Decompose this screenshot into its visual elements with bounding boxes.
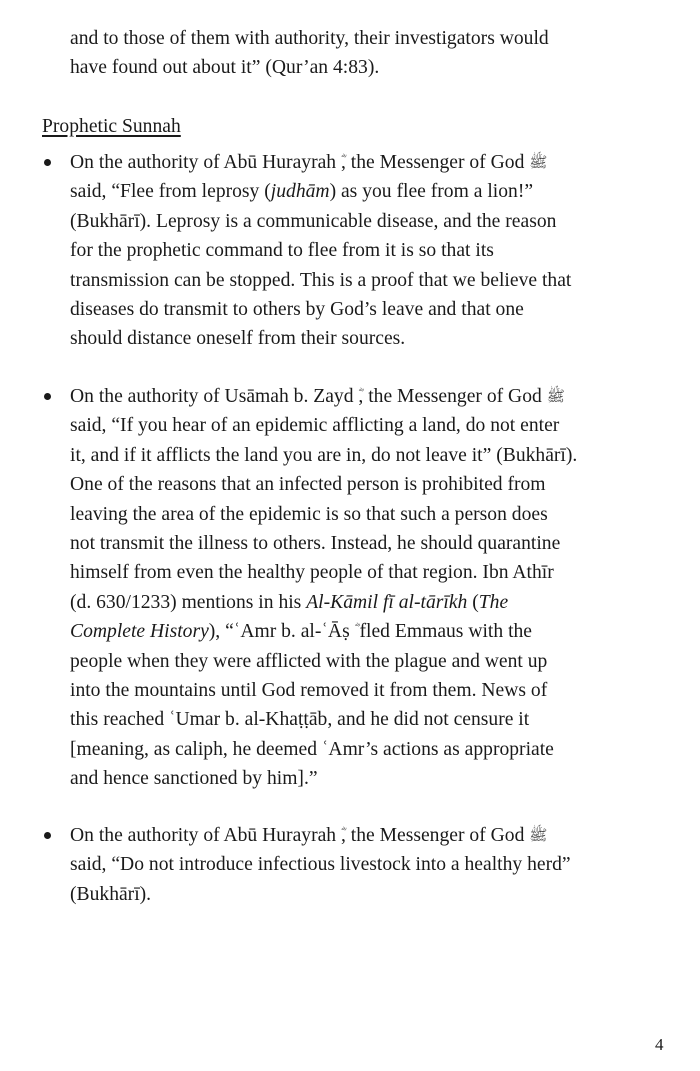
text-run: , the Messenger of God <box>340 825 530 846</box>
quran-quote-continuation <box>70 24 680 83</box>
text-line <box>70 850 680 879</box>
salawat-honorific-icon: ﷺ <box>529 826 548 844</box>
text-line <box>70 529 680 558</box>
italic-text: Complete History <box>70 621 209 643</box>
text-run: not transmit the illness to others. Instead, he should quarantine <box>70 533 561 555</box>
text-line: and to those of them with authority, their investigators would <box>70 28 549 49</box>
text-line <box>70 588 680 617</box>
text-line <box>70 500 680 529</box>
text-line <box>70 324 680 353</box>
bullet-icon <box>44 832 51 839</box>
italic-text: The <box>478 591 509 613</box>
text-line <box>70 266 680 295</box>
text-line <box>70 676 680 705</box>
text-run: himself from even the healthy people of that region. Ibn Athīr <box>70 562 554 584</box>
text-run: people when they were afflicted with the plague and went up <box>70 650 548 672</box>
text-line <box>70 148 680 177</box>
text-run: ), “ʿAmr b. al-ʿĀṣ <box>208 621 355 643</box>
page-number: 4 <box>655 1035 664 1054</box>
text-run: (d. 630/1233) mentions in his <box>70 591 307 613</box>
text-line <box>70 735 680 764</box>
text-line <box>70 207 680 236</box>
text-run: and hence sanctioned by him].” <box>70 768 318 790</box>
text-run: (Bukhārī). Leprosy is a communicable disease, and the reason <box>70 210 557 232</box>
text-run: On the authority of Usāmah b. Zayd <box>70 386 359 407</box>
text-run: said, “Do not introduce infectious livestock into a healthy herd” <box>70 854 571 876</box>
salawat-honorific-icon: ﷺ <box>529 153 548 171</box>
hadith-list-item <box>70 148 680 354</box>
salawat-honorific-icon: ﷺ <box>546 387 565 405</box>
text-line <box>70 764 680 793</box>
text-run: this reached ʿUmar b. al-Khaṭṭāb, and he did not censure it <box>70 709 530 731</box>
text-run: transmission can be stopped. This is a proof that we believe that <box>70 269 572 291</box>
text-run: One of the reasons that an infected person is prohibited from <box>70 474 546 496</box>
text-line <box>70 647 680 676</box>
text-line <box>70 411 680 440</box>
text-run: for the prophetic command to flee from it is so that its <box>70 240 494 262</box>
text-run: , the Messenger of God <box>340 152 530 173</box>
italic-text: Al-Kāmil fī al-tārīkh <box>306 591 468 613</box>
text-run: should distance oneself from their sources. <box>70 328 406 350</box>
text-run: said, “If you hear of an epidemic afflicting a land, do not enter <box>70 415 560 437</box>
hadith-list-item <box>70 382 680 794</box>
text-line: have found out about it” (Qur’an 4:83). <box>70 57 380 79</box>
text-run: [meaning, as caliph, he deemed ʿAmr’s actions as appropriate <box>70 738 554 760</box>
bullet-icon <box>44 159 51 166</box>
text-line <box>70 821 680 850</box>
text-line <box>70 295 680 324</box>
text-line <box>70 617 680 646</box>
text-run: On the authority of Abū Hurayrah <box>70 825 341 846</box>
text-run: On the authority of Abū Hurayrah <box>70 152 341 173</box>
section-heading: Prophetic Sunnah <box>42 116 181 137</box>
text-run: fled Emmaus with the <box>354 621 533 643</box>
text-line <box>70 558 680 587</box>
text-run: into the mountains until God removed it from them. News of <box>70 680 548 702</box>
text-line <box>70 705 680 734</box>
text-line <box>70 880 680 909</box>
bullet-icon <box>44 393 51 400</box>
text-run: said, “Flee from leprosy ( <box>70 181 271 203</box>
italic-text: judhām <box>270 181 330 203</box>
text-run: , the Messenger of God <box>358 386 547 407</box>
text-line <box>70 441 680 470</box>
text-line <box>70 382 680 411</box>
text-line <box>70 470 680 499</box>
hadith-list-item <box>70 821 680 909</box>
text-run: ( <box>467 591 479 613</box>
text-line <box>70 236 680 265</box>
text-run: ) as you flee from a lion!” <box>329 181 534 203</box>
text-run: it, and if it afflicts the land you are in, do not leave it” (Bukhārī). <box>70 444 578 466</box>
text-run: (Bukhārī). <box>70 883 152 905</box>
text-run: diseases do transmit to others by God’s leave and that one <box>70 299 524 321</box>
text-line <box>70 177 680 206</box>
text-run: leaving the area of the epidemic is so that such a person does <box>70 503 548 525</box>
